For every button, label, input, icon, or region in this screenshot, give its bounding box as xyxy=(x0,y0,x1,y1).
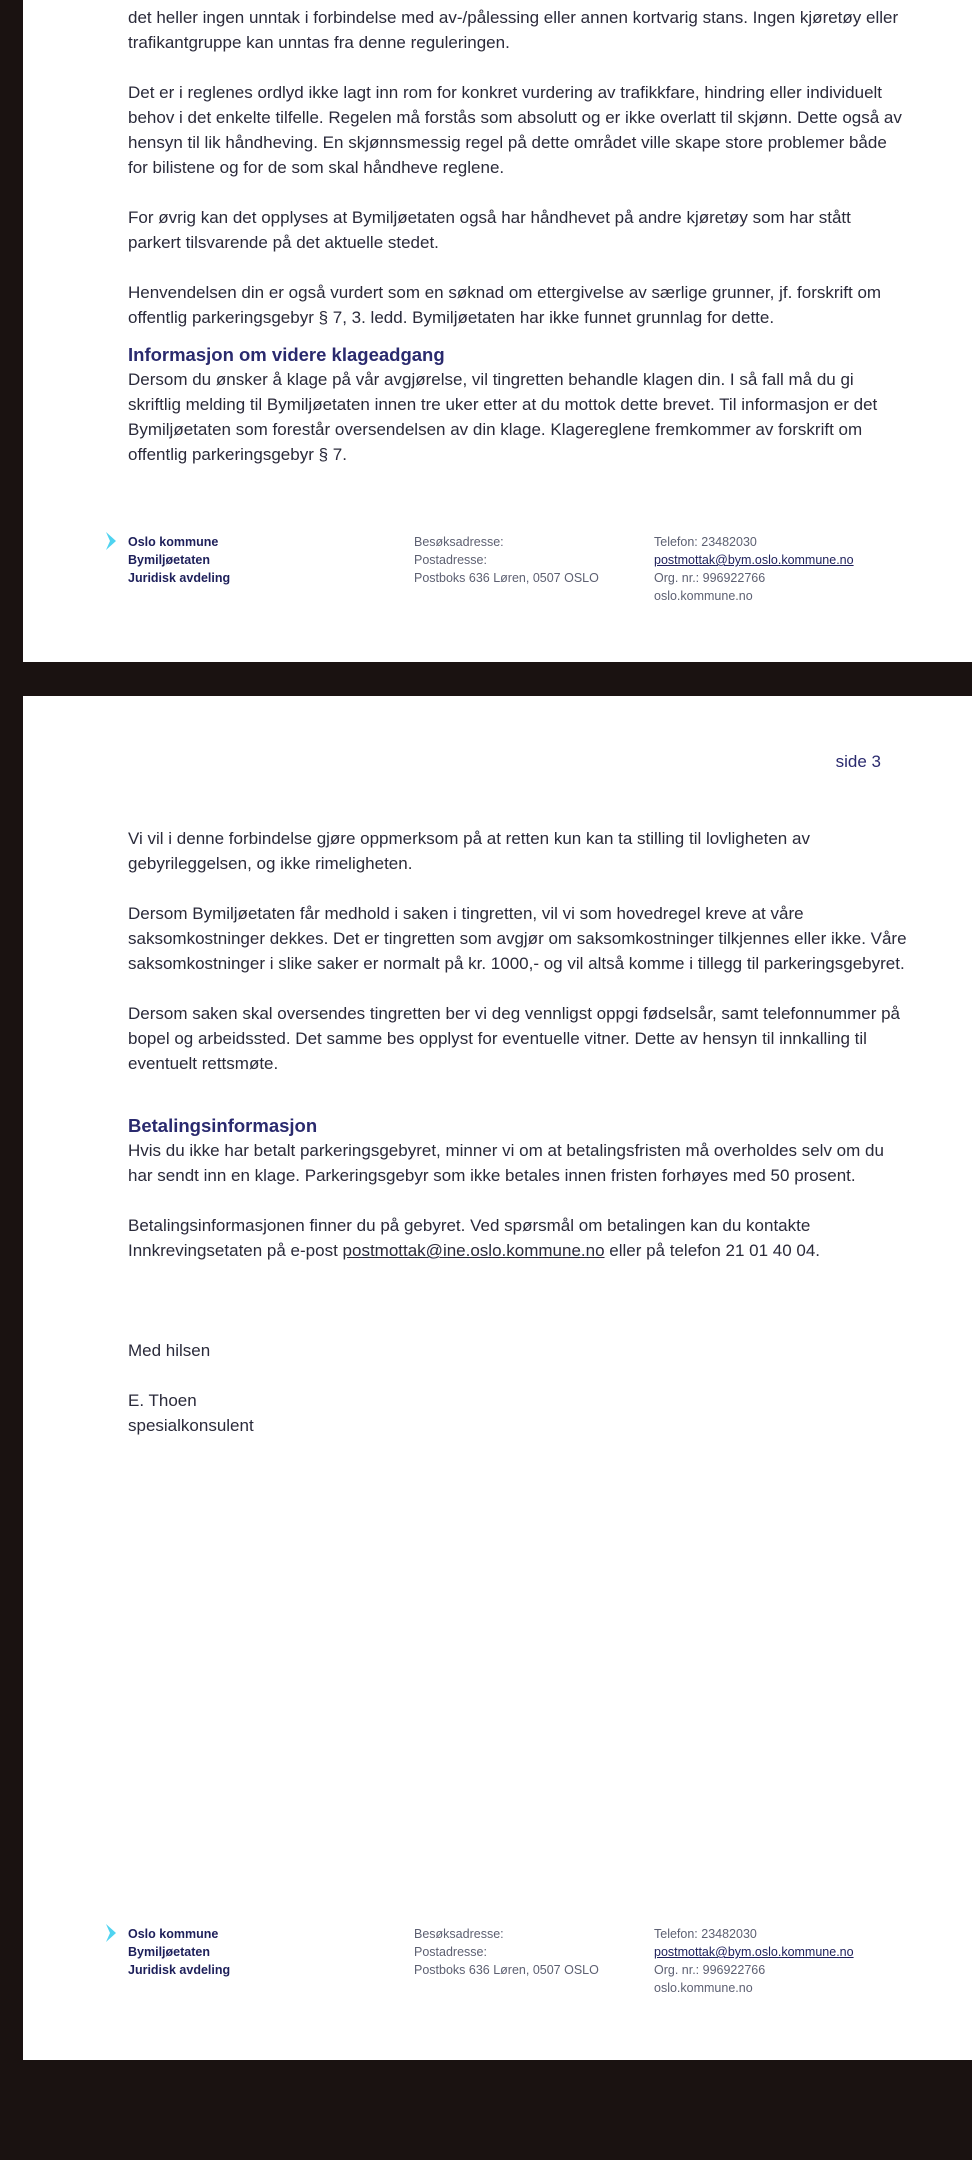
closing: Med hilsen xyxy=(128,1341,211,1360)
footer-address-column xyxy=(414,533,599,587)
footer-postal-address: Postboks 636 Løren, 0507 OSLO xyxy=(414,571,599,585)
paragraph: Hvis du ikke har betalt parkeringsgebyret, minner vi om at betalingsfristen må overholdes selv om du har sendt inn en klage. Parkeringsgebyr som ikke betales innen fristen forhøyes med 50 prosent. xyxy=(128,1141,884,1185)
footer-org-nr: Org. nr.: 996922766 xyxy=(654,571,766,585)
section-heading-payment: Betalingsinformasjon xyxy=(128,1115,318,1136)
letter-footer xyxy=(23,533,972,613)
paragraph: Dersom du ønsker å klage på vår avgjørelse, vil tingretten behandle klagen din. I så fall må du gi skriftlig melding til Bymiljøetaten innen tre uker etter at du mottok dette brevet. Til informasjon er det Bymiljøetaten som forestår oversendelsen av din klage. Klagereglene fremkommer av forskrift om offentlig parkeringsgebyr § 7. xyxy=(128,370,878,464)
footer-postal-address: Postboks 636 Løren, 0507 OSLO xyxy=(414,1963,599,1977)
page-body xyxy=(128,5,908,467)
footer-org-column xyxy=(128,533,230,587)
footer-email-link[interactable]: postmottak@bym.oslo.kommune.no xyxy=(654,553,854,567)
letter-footer xyxy=(23,1925,972,2005)
letter-page-2 xyxy=(23,0,972,662)
footer-phone: Telefon: 23482030 xyxy=(654,535,757,549)
footer-org-column xyxy=(128,1925,230,1979)
contact-text: Betalingsinformasjonen finner du på gebyret. Ved spørsmål om betalingen kan du kontakte Innkrevingsetaten på e-post xyxy=(128,1216,811,1260)
paragraph: For øvrig kan det opplyses at Bymiljøetaten også har håndhevet på andre kjøretøy som har stått parkert tilsvarende på det aktuelle stedet. xyxy=(128,208,851,252)
paragraph: det heller ingen unntak i forbindelse med av-/pålessing eller annen kortvarig stans. Ingen kjøretøy eller trafikantgruppe kan unntas fra denne reguleringen. xyxy=(128,8,899,52)
footer-org: Oslo kommune xyxy=(128,535,219,549)
paragraph: Det er i reglenes ordlyd ikke lagt inn rom for konkret vurdering av trafikkfare, hindring eller individuelt behov i det enkelte tilfelle. Regelen må forstås som absolutt og er ikke overlatt til skjønn. Dette også av hensyn til lik håndheving. En skjønnsmessig regel på dette området ville skape store problemer både for bilistene og for de som skal håndheve reglene. xyxy=(128,83,902,177)
contact-text: eller på telefon 21 01 40 04. xyxy=(604,1241,821,1260)
paragraph: Dersom Bymiljøetaten får medhold i saken i tingretten, vil vi som hovedregel kreve at våre saksomkostninger dekkes. Det er tingretten som avgjør om saksomkostninger tilkjennes eller ikke. Våre saksomkostninger i slike saker er normalt på kr. 1000,- og vil altså komme i tillegg til parkeringsgebyret. xyxy=(128,904,907,973)
footer-website: oslo.kommune.no xyxy=(654,1981,753,1995)
footer-agency: Bymiljøetaten xyxy=(128,553,210,567)
footer-department: Juridisk avdeling xyxy=(128,571,231,585)
paragraph-contact xyxy=(128,1213,908,1263)
paragraph: Vi vil i denne forbindelse gjøre oppmerksom på at retten kun kan ta stilling til lovligheten av gebyrileggelsen, og ikke rimeligheten. xyxy=(128,829,810,873)
oslo-kommune-logo-icon xyxy=(104,1923,120,1943)
signer-name: E. Thoen xyxy=(128,1391,197,1410)
footer-address-column xyxy=(414,1925,599,1979)
footer-department: Juridisk avdeling xyxy=(128,1963,231,1977)
signer-title: spesialkonsulent xyxy=(128,1416,254,1435)
footer-org: Oslo kommune xyxy=(128,1927,219,1941)
footer-phone: Telefon: 23482030 xyxy=(654,1927,757,1941)
ine-email-link[interactable]: postmottak@ine.oslo.kommune.no xyxy=(342,1241,605,1260)
page-body xyxy=(128,826,908,1438)
page-number: side 3 xyxy=(835,752,881,771)
footer-website: oslo.kommune.no xyxy=(654,589,753,603)
footer-contact-column xyxy=(654,533,854,605)
footer-org-nr: Org. nr.: 996922766 xyxy=(654,1963,766,1977)
footer-agency: Bymiljøetaten xyxy=(128,1945,210,1959)
section-heading-appeal: Informasjon om videre klageadgang xyxy=(128,344,445,365)
paragraph: Henvendelsen din er også vurdert som en søknad om ettergivelse av særlige grunner, jf. forskrift om offentlig parkeringsgebyr § 7, 3. ledd. Bymiljøetaten har ikke funnet grunnlag for dette. xyxy=(128,283,882,327)
footer-email-link[interactable]: postmottak@bym.oslo.kommune.no xyxy=(654,1945,854,1959)
oslo-kommune-logo-icon xyxy=(104,531,120,551)
letter-page-3 xyxy=(23,696,972,2060)
footer-postal-label: Postadresse: xyxy=(414,1945,487,1959)
footer-visit-label: Besøksadresse: xyxy=(414,535,504,549)
paragraph: Dersom saken skal oversendes tingretten ber vi deg vennligst oppgi fødselsår, samt telefonnummer på bopel og arbeidssted. Det samme bes opplyst for eventuelle vitner. Dette av hensyn til innkalling til eventuelt rettsmøte. xyxy=(128,1004,901,1073)
footer-postal-label: Postadresse: xyxy=(414,553,487,567)
footer-contact-column xyxy=(654,1925,854,1997)
footer-visit-label: Besøksadresse: xyxy=(414,1927,504,1941)
